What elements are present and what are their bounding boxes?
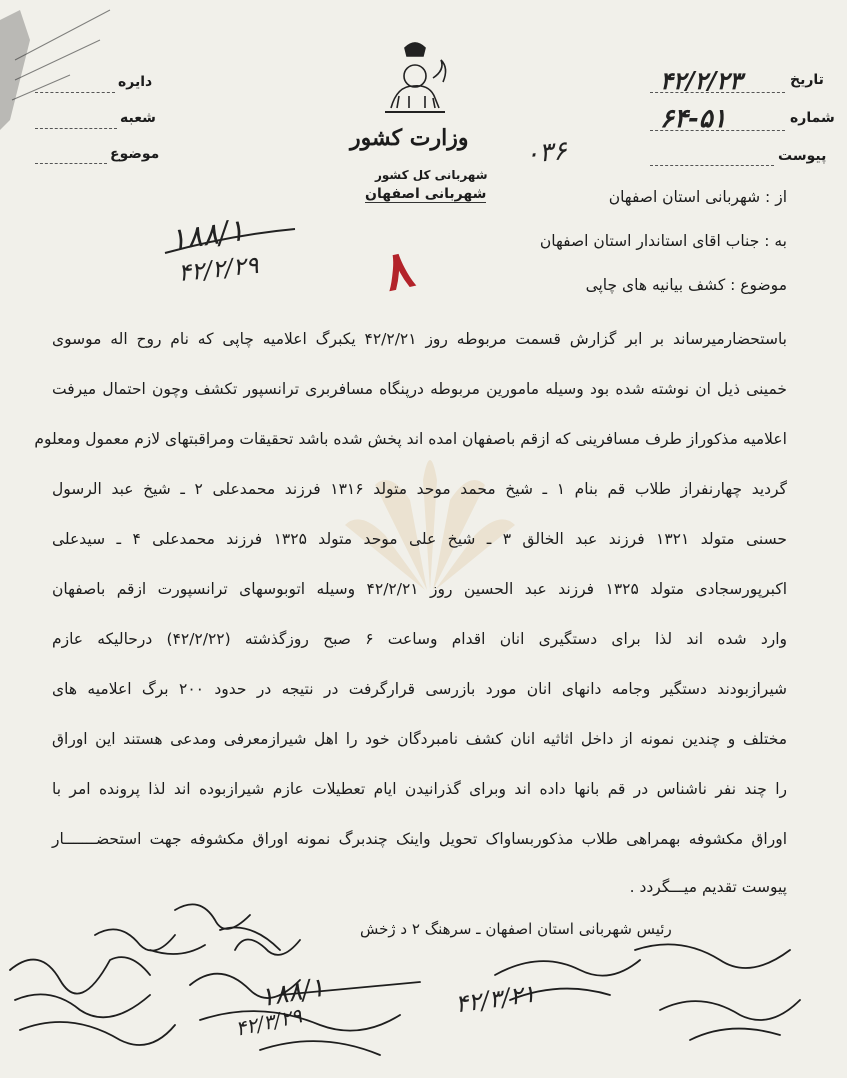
- field-line-section: [35, 128, 117, 129]
- number-line: [650, 130, 785, 131]
- field-label-section: شعبه: [120, 110, 156, 126]
- body-line: اکبرپورسجادی متولد ۱۳۲۵ فرزند عبد الحسین روز ۴۲/۲/۲۱ وسیله اتوبوسهای ترانسپورت ازقم باصفهان: [52, 580, 787, 598]
- department-name: شهربانی کل کشور: [375, 168, 488, 182]
- date-line: [650, 92, 785, 93]
- attachment-label: پیوست: [778, 148, 827, 164]
- body-line: گردید چهارنفراز طلاب قم بنام ۱ ـ شیخ محمد موحد متولد ۱۳۱۶ فرزند محمدعلی ۲ ـ شیخ عبد الرسول: [52, 480, 787, 498]
- red-ink-mark: ۸: [378, 237, 419, 304]
- date-value: ۴۲/۲/۲۳: [660, 66, 742, 95]
- sender-line: از : شهربانی استان اصفهان: [608, 188, 787, 206]
- body-line: خمینی ذیل ان نوشته شده بود وسیله مامورین مربوطه درپنگاه مسافربری ترانسپور تکشف وچون احتمال میرفت: [52, 380, 787, 398]
- archive-watermark-icon: [335, 440, 525, 590]
- handwritten-bottom-date: ۴۲/۳/۲۱: [453, 979, 538, 1019]
- field-line-subject: [35, 163, 107, 164]
- body-line: شیرازبودند دستگیر وجامه دانهای انان مورد بازرسی قرارگرفت در نتیجه در حدود ۲۰۰ برگ اعلامیه های: [52, 680, 787, 698]
- handwritten-bottom-reference-date: ۴۲/۳/۲۹: [233, 1003, 304, 1041]
- ministry-title: وزارت کشور: [350, 125, 469, 151]
- handwritten-top-number: ۰۳۶: [523, 135, 569, 171]
- field-label-subject: موضوع: [110, 146, 160, 162]
- attachment-line: [650, 165, 774, 166]
- number-value: ۶۴-۵۱: [660, 104, 727, 134]
- branch-name: شهربانی اصفهان: [365, 186, 487, 202]
- handwritten-signatures-icon: [0, 890, 847, 1078]
- body-line: مختلف و چندین نمونه از داخل اثاثیه انان کشف نامبردگان خود را اهل شیرازمعرفی ومدعی هستند این اوراق: [52, 730, 787, 748]
- field-line-department: [35, 92, 115, 93]
- handwritten-underline: [160, 225, 300, 255]
- date-label: تاریخ: [790, 72, 824, 88]
- recipient-line: به : جناب اقای استاندار استان اصفهان: [539, 232, 787, 250]
- body-line: اوراق مکشوفه بهمراهی طلاب مذکوربساواک تحویل واینک چندبرگ نمونه اوراق مکشوفه جهت استحضـــــــار: [52, 830, 787, 848]
- handwritten-reference-number: ۱۸۸/۱: [167, 212, 247, 259]
- subject-line: موضوع : کشف بیانیه های چاپی: [585, 276, 787, 294]
- body-line: حسنی متولد ۱۳۲۱ فرزند عبد الخالق ۳ ـ شیخ علی موحد متولد ۱۳۲۵ فرزند محمدعلی ۴ ـ سیدعلی: [52, 530, 787, 548]
- field-label-department: دایره: [118, 74, 153, 90]
- body-line: باستحضارمیرساند بر ابر گزارش قسمت مربوطه روز ۴۲/۲/۲۱ یکبرگ اعلامیه چاپی که نام روح اله موسوی: [52, 330, 787, 348]
- body-closing-line: پیوست تقدیم میـــگردد .: [629, 878, 787, 896]
- body-line: را چند نفر ناشناس در قم بانها داده اند وبرای گذرانیدن ایام تعطیلات عازم شیرازبوده اند لذا پرونده امر با: [52, 780, 787, 798]
- lion-and-sun-emblem-icon: [375, 38, 455, 118]
- handwritten-bottom-reference: ۱۸۸/۱: [257, 972, 327, 1014]
- handwritten-reference-date: ۴۲/۲/۲۹: [176, 250, 260, 288]
- body-line: وارد شده اند لذا برای دستگیری انان اقدام وساعت ۶ صبح روزگذشته (۴۲/۲/۲۲) درحالیکه عازم: [52, 630, 788, 648]
- body-line: اعلامیه مذکوراز طرف مسافرینی که ازقم باصفهان امده اند پخش شده باشد تحقیقات ومراقبتهای لازم معمول ومعلوم: [34, 430, 787, 448]
- signature-title: رئیس شهربانی استان اصفهان ـ سرهنگ ۲ د ژخش: [360, 920, 672, 938]
- number-label: شماره: [790, 110, 835, 126]
